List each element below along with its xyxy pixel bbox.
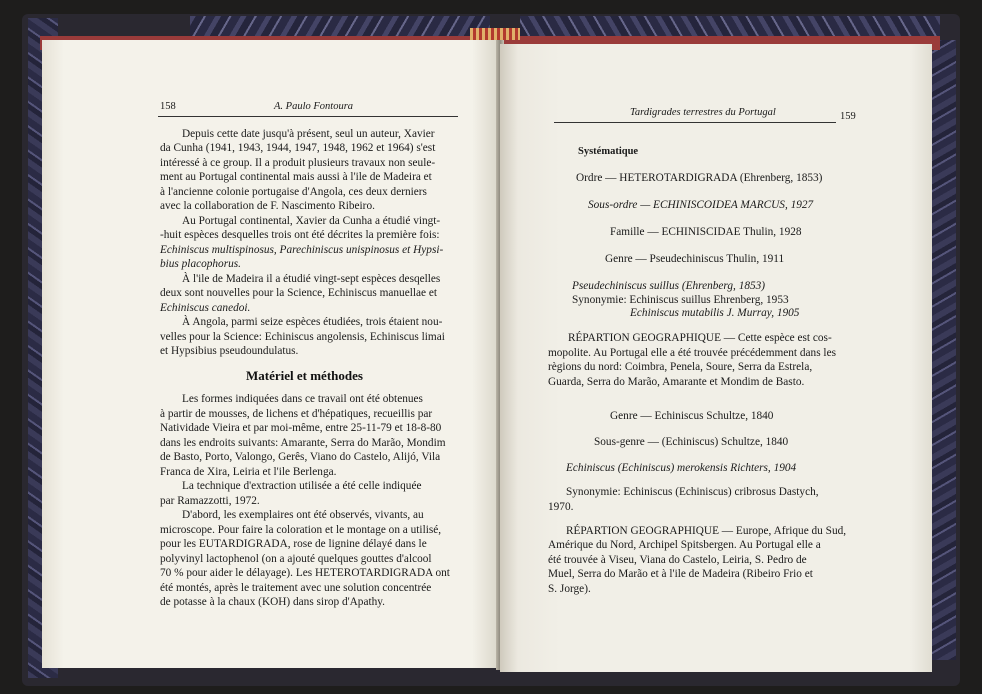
marbled-edge-right [930,40,956,660]
text-line: avec la collaboration de F. Nascimento Ribeiro. [160,200,375,212]
text-line: été trouvée à Viseu, Viana do Castelo, Leiria, S. Pedro de [548,554,807,566]
text-line: été montés, après le traitement avec une solution concentrée [160,582,432,594]
text-line: intéressé à ce group. Il a produit plusieurs travaux non seule- [160,157,436,169]
text-line: par Ramazzotti, 1972. [160,495,260,507]
text-line: de potasse à la chaux (KOH) dans sirop d'Apathy. [160,596,385,608]
text-line: D'abord, les exemplaires ont été observés, vivants, au [182,509,424,521]
text-line: Echiniscus multispinosus, Parechiniscus unispinosus et Hypsi- [160,244,444,256]
headband [470,28,520,40]
systematique-heading: Systématique [578,146,639,157]
right-page [500,44,932,672]
page-number-left: 158 [160,101,176,112]
sous-genre-line: Sous-genre — (Echiniscus) Schultze, 1840 [594,436,789,448]
text-line: ment au Portugal continental mais aussi à l'ile de Madeira et [160,171,432,183]
text-line: La technique d'extraction utilisée a été celle indiquée [182,480,422,492]
genre-line-2: Genre — Echiniscus Schultze, 1840 [610,410,774,422]
page-number-right: 159 [840,111,856,122]
text-line: Synonymie: Echiniscus (Echiniscus) cribrosus Dastych, [566,486,819,498]
text-line: mopolite. Au Portugal elle a été trouvée précédemment dans les [548,347,836,359]
text-line: Depuis cette date jusqu'à présent, seul un auteur, Xavier [182,128,435,140]
running-head-right: Tardigrades terrestres du Portugal [630,107,776,118]
text-line: -huit espèces desquelles trois ont été décrites la première fois: [160,229,440,241]
synonym-line: Echiniscus mutabilis J. Murray, 1905 [630,307,800,319]
text-line: Les formes indiquées dans ce travail ont été obtenues [182,393,423,405]
text-line: 70 % pour aider le délayage). Les HETEROTARDIGRADA ont [160,567,450,579]
text-line: S. Jorge). [548,583,591,595]
text-line: Echiniscus canedoi. [160,302,251,314]
text-line: à partir de mousses, de lichens et d'hépatiques, recueillis par [160,408,433,420]
section-heading: Matériel et méthodes [246,368,363,383]
text-line: deux sont nouvelles pour la Science, Echiniscus manuellae et [160,287,438,299]
header-rule-right [554,122,836,123]
text-line: velles pour la Science: Echiniscus angolensis, Echiniscus limai [160,331,445,343]
text-line: bius placophorus. [160,258,241,270]
synonym-line: Synonymie: Echiniscus suillus Ehrenberg, 1953 [572,294,789,306]
header-rule-left [158,116,458,117]
left-page [42,40,500,668]
text-line: 1970. [548,501,574,513]
species-name: Pseudechiniscus suillus (Ehrenberg, 1853) [572,280,766,292]
text-line: microscope. Pour faire la coloration et le montage on a utilisé, [160,524,442,536]
species-name-2: Echiniscus (Echiniscus) merokensis Richters, 1904 [566,462,797,474]
text-line: Amérique du Nord, Archipel Spitsbergen. Au Portugal elle a [548,539,821,551]
text-line: RÉPARTION GEOGRAPHIQUE — Europe, Afrique du Sud, [566,525,847,537]
famille-line: Famille — ECHINISCIDAE Thulin, 1928 [610,226,802,238]
marbled-edge-top-left [190,16,490,38]
text-line: Natividade Vieira et par moi-même, entre 25-11-79 et 18-8-80 [160,422,442,434]
text-line: À l'ile de Madeira il a étudié vingt-sept espèces desqelles [182,273,441,285]
genre-line-1: Genre — Pseudechiniscus Thulin, 1911 [605,253,785,265]
text-line: Franca de Xira, Leiria et l'ile Berlenga. [160,466,337,478]
text-line: polyvinyl lactophenol (on a ajouté quelques gouttes d'alcool [160,553,432,565]
text-line: pour les EUTARDIGRADA, rose de lignine délayé dans le [160,538,427,550]
text-line: règions du nord: Coimbra, Penela, Soure, Serra da Estrela, [548,361,813,373]
sous-ordre-line: Sous-ordre — ECHINISCOIDEA MARCUS, 1927 [588,199,814,211]
text-line: dans les endroits suivants: Amarante, Serra do Marão, Mondim [160,437,446,449]
text-line: et Hypsibius pseudoundulatus. [160,345,299,357]
text-line: de Basto, Porto, Valongo, Gerês, Viano do Castelo, Alijó, Vila [160,451,441,463]
text-line: À Angola, parmi seize espèces étudiées, trois étaient nou- [182,316,443,328]
text-line: Guarda, Serra do Marão, Amarante et Mondim de Basto. [548,376,805,388]
running-head-left: A. Paulo Fontoura [274,101,354,112]
text-line: Muel, Serra do Marão et à l'ile de Madeira (Ribeiro Frio et [548,568,813,580]
text-line: RÉPARTION GEOGRAPHIQUE — Cette espèce est cos- [568,332,832,344]
text-line: à l'ancienne colonie portugaise d'Angola, ces deux derniers [160,186,427,198]
text-line: da Cunha (1941, 1943, 1944, 1947, 1948, 1962 et 1964) s'est [160,142,436,154]
text-line: Au Portugal continental, Xavier da Cunha a étudié vingt- [182,215,441,227]
ordre-line: Ordre — HETEROTARDIGRADA (Ehrenberg, 1853) [576,172,823,184]
